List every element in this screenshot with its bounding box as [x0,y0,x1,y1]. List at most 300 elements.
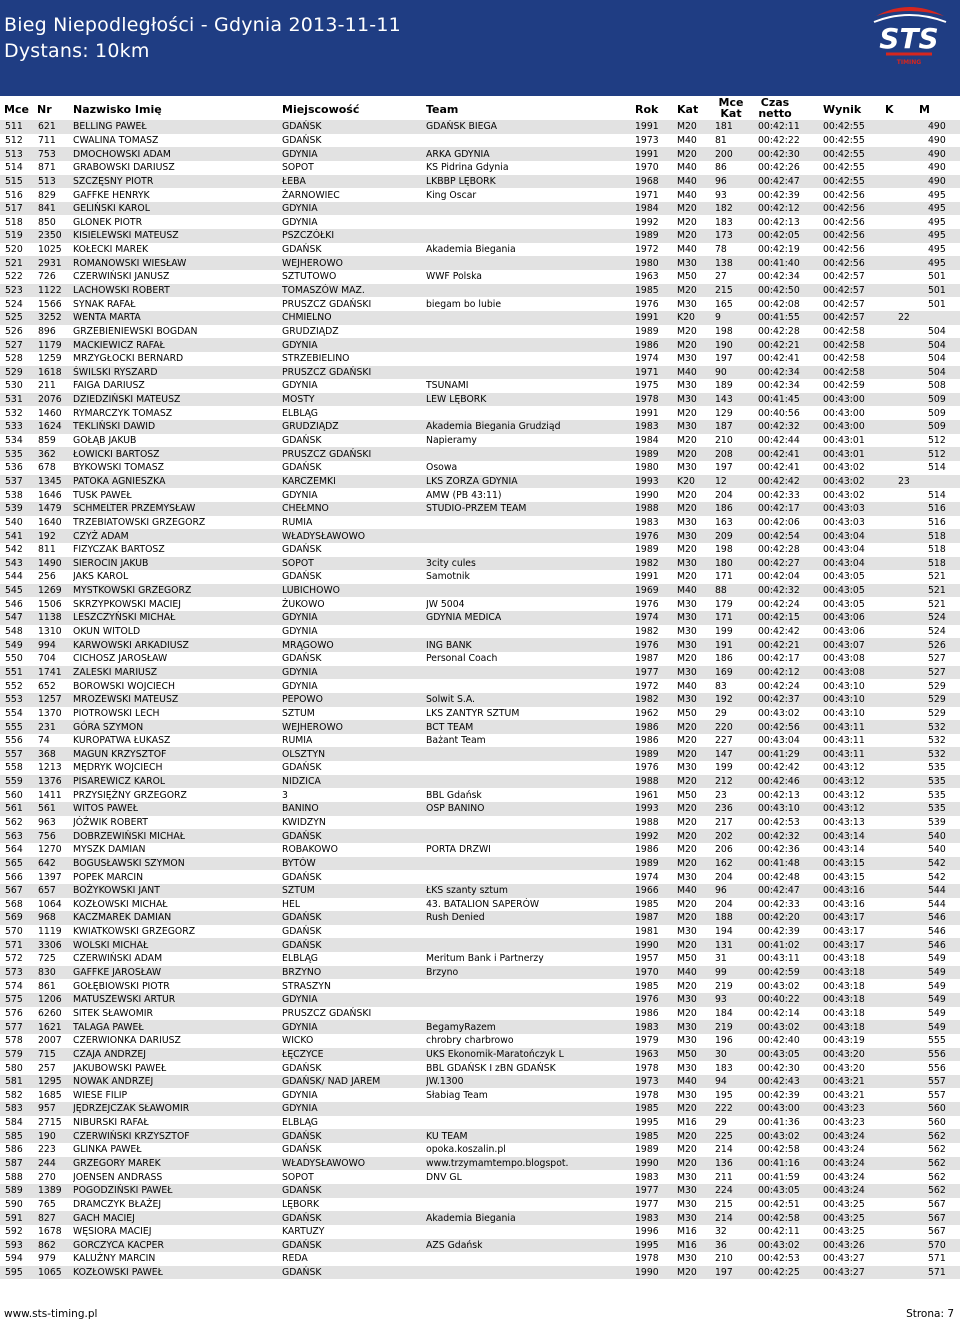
year-cell: 1976 [635,638,677,652]
m-cell: 490 [928,175,960,189]
mce-cell: 520 [0,243,38,257]
nr-cell: 1213 [38,761,73,775]
table-row [0,188,960,202]
logo-text: STS [879,22,939,55]
result-cell: 00:42:55 [823,147,898,161]
mcekat-cell: 129 [715,406,758,420]
cat-cell: M20 [677,1007,715,1021]
nr-cell: 726 [38,270,73,284]
m-cell: 529 [928,707,960,721]
result-cell: 00:43:02 [823,475,898,489]
year-cell: 1979 [635,1034,677,1048]
city-cell: SZTUM [282,707,426,721]
net-cell: 00:42:25 [758,1266,823,1280]
k-cell [898,1088,928,1102]
year-cell: 1987 [635,652,677,666]
team-cell: DNV GL [426,1170,635,1184]
name-cell: CZERWIŃSKI ADAM [73,952,282,966]
net-cell: 00:43:02 [758,707,823,721]
city-cell: GDYNIA [282,993,426,1007]
table-row [0,734,960,748]
cat-cell: M30 [677,1088,715,1102]
col-city: Miejscowość [282,103,360,116]
cat-cell: M20 [677,1157,715,1171]
city-cell: GDAŃSK [282,1239,426,1253]
team-cell: JW.1300 [426,1075,635,1089]
team-cell [426,584,635,598]
cat-cell: M50 [677,707,715,721]
table-row [0,1129,960,1143]
k-cell [898,434,928,448]
mcekat-cell: 204 [715,870,758,884]
year-cell: 1974 [635,870,677,884]
name-cell: KISIELEWSKI MATEUSZ [73,229,282,243]
mce-cell: 532 [0,406,38,420]
net-cell: 00:42:34 [758,366,823,380]
nr-cell: 1618 [38,366,73,380]
nr-cell: 1119 [38,925,73,939]
m-cell: 527 [928,652,960,666]
team-cell [426,1252,635,1266]
year-cell: 1991 [635,570,677,584]
sts-timing-logo-icon [866,2,952,74]
mcekat-cell: 136 [715,1157,758,1171]
column-header-row [0,96,960,120]
table-row [0,761,960,775]
name-cell: KARWOWSKI ARKADIUSZ [73,638,282,652]
m-cell: 562 [928,1170,960,1184]
m-cell: 490 [928,120,960,134]
m-cell: 495 [928,256,960,270]
mce-cell: 550 [0,652,38,666]
mce-cell: 568 [0,898,38,912]
table-row [0,1061,960,1075]
mcekat-cell: 94 [715,1075,758,1089]
year-cell: 1977 [635,666,677,680]
m-cell: 490 [928,147,960,161]
nr-cell: 861 [38,979,73,993]
result-cell: 00:43:17 [823,925,898,939]
mcekat-cell: 210 [715,434,758,448]
year-cell: 1980 [635,256,677,270]
table-row [0,1225,960,1239]
table-row [0,993,960,1007]
m-cell: 509 [928,420,960,434]
nr-cell: 1460 [38,406,73,420]
result-cell: 00:43:12 [823,775,898,789]
nr-cell: 270 [38,1170,73,1184]
table-row [0,775,960,789]
table-row [0,284,960,298]
name-cell: WĘSIORA MACIEJ [73,1225,282,1239]
nr-cell: 957 [38,1102,73,1116]
year-cell: 1983 [635,1211,677,1225]
m-cell: 516 [928,516,960,530]
cat-cell: M20 [677,447,715,461]
year-cell: 1976 [635,297,677,311]
k-cell [898,270,928,284]
result-cell: 00:42:56 [823,215,898,229]
name-cell: CZAJA ANDRZEJ [73,1048,282,1062]
nr-cell: 368 [38,747,73,761]
team-cell: Akademia Biegania [426,243,635,257]
col-net [758,97,792,119]
team-cell: Solwit S.A. [426,693,635,707]
year-cell: 1973 [635,1075,677,1089]
k-cell: 22 [898,311,928,325]
table-row [0,843,960,857]
k-cell [898,243,928,257]
result-cell: 00:43:10 [823,693,898,707]
net-cell: 00:42:58 [758,1143,823,1157]
result-cell: 00:42:57 [823,284,898,298]
team-cell [426,761,635,775]
nr-cell: 1490 [38,557,73,571]
mcekat-cell: 165 [715,297,758,311]
year-cell: 1983 [635,516,677,530]
table-row [0,611,960,625]
result-cell: 00:43:27 [823,1252,898,1266]
net-cell: 00:42:41 [758,461,823,475]
result-cell: 00:43:05 [823,597,898,611]
result-cell: 00:43:00 [823,393,898,407]
cat-cell: M30 [677,870,715,884]
k-cell [898,1225,928,1239]
mce-cell: 592 [0,1225,38,1239]
year-cell: 1986 [635,720,677,734]
city-cell: NIDZICA [282,775,426,789]
table-row [0,447,960,461]
year-cell: 1986 [635,338,677,352]
name-cell: DMOCHOWSKI ADAM [73,147,282,161]
name-cell: LESZCZYŃSKI MICHAŁ [73,611,282,625]
mcekat-cell: 81 [715,134,758,148]
team-cell: AZS Gdańsk [426,1239,635,1253]
table-row [0,434,960,448]
cat-cell: M30 [677,666,715,680]
city-cell: TOMASZÓW MAZ. [282,284,426,298]
table-row [0,420,960,434]
cat-cell: M20 [677,720,715,734]
result-cell: 00:43:11 [823,747,898,761]
year-cell: 1992 [635,829,677,843]
net-cell: 00:42:39 [758,188,823,202]
name-cell: BOGUSŁAWSKI SZYMON [73,857,282,871]
name-cell: DZIEDZIŃSKI MATEUSZ [73,393,282,407]
mcekat-cell: 88 [715,584,758,598]
city-cell: GDYNIA [282,338,426,352]
mcekat-cell: 204 [715,898,758,912]
net-cell: 00:42:21 [758,638,823,652]
team-cell [426,925,635,939]
team-cell [426,543,635,557]
team-cell [426,775,635,789]
net-cell: 00:42:53 [758,816,823,830]
k-cell [898,625,928,639]
k-cell [898,325,928,339]
year-cell: 1991 [635,406,677,420]
year-cell: 1990 [635,938,677,952]
year-cell: 1978 [635,1061,677,1075]
nr-cell: 223 [38,1143,73,1157]
mce-cell: 555 [0,720,38,734]
name-cell: RYMARCZYK TOMASZ [73,406,282,420]
team-cell: JW 5004 [426,597,635,611]
net-cell: 00:41:40 [758,256,823,270]
nr-cell: 652 [38,679,73,693]
mce-cell: 519 [0,229,38,243]
year-cell: 1989 [635,325,677,339]
m-cell: 501 [928,270,960,284]
team-cell: Słabiag Team [426,1088,635,1102]
team-cell [426,338,635,352]
mce-cell: 559 [0,775,38,789]
table-row [0,747,960,761]
m-cell: 562 [928,1143,960,1157]
city-cell: GDAŃSK [282,243,426,257]
result-cell: 00:42:55 [823,161,898,175]
net-cell: 00:41:02 [758,938,823,952]
result-cell: 00:43:24 [823,1143,898,1157]
name-cell: JĘDRZEJCZAK SŁAWOMIR [73,1102,282,1116]
team-cell [426,1116,635,1130]
name-cell: BOROWSKI WOJCIECH [73,679,282,693]
table-row [0,311,960,325]
mcekat-cell: 219 [715,979,758,993]
table-row [0,652,960,666]
col-name: Nazwisko Imię [73,103,162,116]
team-cell [426,1225,635,1239]
result-cell: 00:42:58 [823,352,898,366]
m-cell: 495 [928,243,960,257]
k-cell [898,134,928,148]
net-cell: 00:42:37 [758,693,823,707]
name-cell: NOWAK ANDRZEJ [73,1075,282,1089]
cat-cell: M40 [677,188,715,202]
net-cell: 00:42:17 [758,652,823,666]
m-cell: 546 [928,911,960,925]
cat-cell: M20 [677,488,715,502]
name-cell: KOŁECKI MAREK [73,243,282,257]
nr-cell: 678 [38,461,73,475]
k-cell [898,952,928,966]
year-cell: 1970 [635,161,677,175]
mce-cell: 577 [0,1020,38,1034]
mce-cell: 534 [0,434,38,448]
k-cell [898,925,928,939]
city-cell: WŁADYSŁAWOWO [282,529,426,543]
mce-cell: 584 [0,1116,38,1130]
result-cell: 00:42:59 [823,379,898,393]
mce-cell: 521 [0,256,38,270]
k-cell [898,1048,928,1062]
mcekat-cell: 99 [715,966,758,980]
table-row [0,516,960,530]
mcekat-cell: 212 [715,775,758,789]
k-cell [898,284,928,298]
team-cell: opoka.koszalin.pl [426,1143,635,1157]
m-cell: 546 [928,938,960,952]
mce-cell: 556 [0,734,38,748]
city-cell: REDA [282,1252,426,1266]
year-cell: 1982 [635,625,677,639]
mce-cell: 581 [0,1075,38,1089]
m-cell: 518 [928,557,960,571]
name-cell: JÓŹWIK ROBERT [73,816,282,830]
m-cell: 562 [928,1129,960,1143]
year-cell: 1986 [635,843,677,857]
year-cell: 1989 [635,543,677,557]
k-cell [898,638,928,652]
net-cell: 00:42:41 [758,447,823,461]
mcekat-cell: 187 [715,420,758,434]
result-cell: 00:43:08 [823,666,898,680]
name-cell: JAKS KAROL [73,570,282,584]
team-cell: BBL Gdańsk [426,788,635,802]
team-cell [426,857,635,871]
k-cell [898,911,928,925]
k-cell [898,1157,928,1171]
mcekat-cell: 163 [715,516,758,530]
nr-cell: 190 [38,1129,73,1143]
nr-cell: 513 [38,175,73,189]
page-header [0,0,960,96]
year-cell: 1986 [635,1007,677,1021]
result-cell: 00:42:58 [823,366,898,380]
city-cell: GDYNIA [282,215,426,229]
mcekat-cell: 184 [715,1007,758,1021]
m-cell: 508 [928,379,960,393]
nr-cell: 211 [38,379,73,393]
cat-cell: M20 [677,898,715,912]
nr-cell: 896 [38,325,73,339]
year-cell: 1988 [635,775,677,789]
k-cell [898,857,928,871]
net-cell: 00:42:27 [758,557,823,571]
net-cell: 00:42:13 [758,788,823,802]
m-cell: 509 [928,393,960,407]
name-cell: GLINKA PAWEŁ [73,1143,282,1157]
city-cell: KARTUZY [282,1225,426,1239]
name-cell: GOŁĘBIOWSKI PIOTR [73,979,282,993]
city-cell: GDYNIA [282,1102,426,1116]
m-cell: 504 [928,352,960,366]
k-cell [898,1170,928,1184]
name-cell: GRZEBIENIEWSKI BOGDAN [73,325,282,339]
result-cell: 00:43:10 [823,707,898,721]
year-cell: 1974 [635,611,677,625]
table-row [0,1157,960,1171]
m-cell: 529 [928,693,960,707]
cat-cell: M40 [677,243,715,257]
team-cell [426,229,635,243]
year-cell: 1992 [635,215,677,229]
year-cell: 1977 [635,1184,677,1198]
mcekat-cell: 90 [715,366,758,380]
result-cell: 00:43:24 [823,1184,898,1198]
city-cell: PRUSZCZ GDAŃSKI [282,447,426,461]
m-cell: 524 [928,611,960,625]
mce-cell: 516 [0,188,38,202]
result-cell: 00:43:03 [823,502,898,516]
cat-cell: M30 [677,597,715,611]
table-row [0,529,960,543]
name-cell: PRZYSIĘŻNY GRZEGORZ [73,788,282,802]
team-cell: Bażant Team [426,734,635,748]
name-cell: TUSK PAWEŁ [73,488,282,502]
mce-cell: 585 [0,1129,38,1143]
cat-cell: M20 [677,1143,715,1157]
year-cell: 1985 [635,979,677,993]
team-cell [426,870,635,884]
result-cell: 00:43:03 [823,516,898,530]
mcekat-cell: 183 [715,215,758,229]
name-cell: PATOKA AGNIESZKA [73,475,282,489]
nr-cell: 1389 [38,1184,73,1198]
k-cell [898,966,928,980]
table-row [0,1007,960,1021]
city-cell: GDAŃSK [282,543,426,557]
result-cell: 00:43:16 [823,884,898,898]
net-cell: 00:42:43 [758,1075,823,1089]
mce-cell: 589 [0,1184,38,1198]
table-row [0,870,960,884]
m-cell: 521 [928,570,960,584]
net-cell: 00:43:04 [758,734,823,748]
k-cell [898,1143,928,1157]
year-cell: 1962 [635,707,677,721]
net-cell: 00:42:46 [758,775,823,789]
team-cell: Personal Coach [426,652,635,666]
table-row [0,625,960,639]
cat-cell: M20 [677,229,715,243]
nr-cell: 2007 [38,1034,73,1048]
net-cell: 00:41:29 [758,747,823,761]
year-cell: 1968 [635,175,677,189]
result-cell: 00:43:12 [823,802,898,816]
nr-cell: 841 [38,202,73,216]
nr-cell: 963 [38,816,73,830]
city-cell: GDAŃSK [282,761,426,775]
mcekat-cell: 206 [715,843,758,857]
table-row [0,366,960,380]
mce-cell: 537 [0,475,38,489]
m-cell: 549 [928,979,960,993]
net-cell: 00:41:48 [758,857,823,871]
mce-cell: 540 [0,516,38,530]
city-cell: GDAŃSK [282,652,426,666]
net-cell: 00:42:32 [758,584,823,598]
cat-cell: M16 [677,1239,715,1253]
result-cell: 00:43:13 [823,816,898,830]
nr-cell: 2076 [38,393,73,407]
k-cell [898,611,928,625]
name-cell: JAKUBOWSKI PAWEŁ [73,1061,282,1075]
k-cell [898,597,928,611]
net-cell: 00:42:04 [758,570,823,584]
k-cell [898,557,928,571]
name-cell: CZERWIONKA DARIUSZ [73,1034,282,1048]
mce-cell: 543 [0,557,38,571]
net-cell: 00:42:32 [758,829,823,843]
mce-cell: 561 [0,802,38,816]
result-cell: 00:43:07 [823,638,898,652]
mcekat-cell: 86 [715,161,758,175]
k-cell [898,1102,928,1116]
city-cell: MOSTY [282,393,426,407]
name-cell: KUROPATWA ŁUKASZ [73,734,282,748]
m-cell: 544 [928,898,960,912]
